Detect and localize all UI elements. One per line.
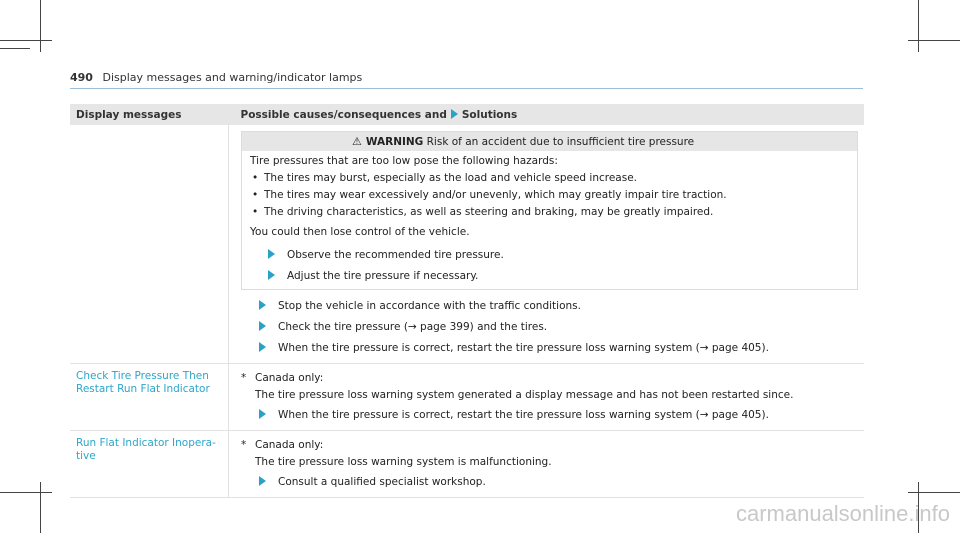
crop-mark: [40, 482, 41, 533]
page-title: Display messages and warning/indicator lamps: [102, 71, 363, 84]
page-number: 490: [70, 71, 93, 84]
arrow-right-icon: [451, 109, 458, 119]
region-note: Canada only:: [255, 439, 324, 451]
region-note: Canada only:: [255, 372, 324, 384]
arrow-right-icon: [259, 476, 266, 486]
list-item: • The tires may wear excessively and/or unevenly, which may greatly impair tire traction.: [264, 187, 849, 204]
crop-mark: [918, 0, 919, 52]
crop-mark: [908, 492, 960, 493]
table-row: [70, 431, 864, 498]
display-messages-table: [70, 104, 864, 498]
crop-mark: [0, 40, 52, 41]
display-message: Restart Run Flat Indicator: [76, 383, 210, 395]
arrow-right-icon: [259, 409, 266, 419]
table-header-row: [70, 104, 864, 125]
header-rule: [70, 88, 863, 89]
arrow-right-icon: [259, 342, 266, 352]
crop-mark: [40, 0, 41, 52]
solution-step: When the tire pressure is correct, restart the tire pressure loss warning system (→ page 405).: [259, 407, 858, 424]
message-cell: [70, 431, 229, 498]
solution-cell: [229, 364, 865, 431]
list-item: • The driving characteristics, as well as steering and braking, may be greatly impaired.: [264, 204, 849, 221]
warning-step: Observe the recommended tire pressure.: [268, 247, 849, 264]
warning-intro: Tire pressures that are too low pose the following hazards:: [250, 155, 558, 167]
warning-box: [241, 131, 858, 290]
warning-body: [242, 151, 857, 289]
table-row: [70, 125, 864, 364]
col-header-messages: Display messages: [70, 104, 229, 125]
crop-mark: [0, 48, 30, 49]
solution-step: Check the tire pressure (→ page 399) and the tires.: [259, 319, 858, 336]
message-cell: [70, 364, 229, 431]
list-item: • The tires may burst, especially as the load and vehicle speed increase.: [264, 170, 849, 187]
arrow-right-icon: [259, 300, 266, 310]
crop-mark: [0, 492, 52, 493]
solution-step: When the tire pressure is correct, restart the tire pressure loss warning system (→ page 405).: [259, 340, 858, 357]
arrow-right-icon: [259, 321, 266, 331]
solution-step: Consult a qualified specialist workshop.: [259, 474, 858, 491]
hazard-list: [250, 170, 849, 221]
display-message: tive: [76, 450, 96, 462]
cause-description: The tire pressure loss warning system is malfunctioning.: [255, 456, 552, 468]
warning-triangle-icon: ⚠: [352, 135, 362, 148]
warning-label: WARNING: [365, 136, 424, 148]
asterisk: *: [241, 372, 247, 384]
solution-cell: [229, 125, 865, 364]
solution-step: Stop the vehicle in accordance with the traffic conditions.: [259, 298, 858, 315]
display-message: Run Flat Indicator Inopera-: [76, 437, 216, 449]
col-header-solutions: Possible causes/consequences and Solutions: [229, 104, 865, 125]
page-header: [70, 71, 362, 84]
watermark: carmanualsonline.info: [735, 501, 950, 526]
message-cell-empty: [70, 125, 229, 364]
warning-header: [242, 132, 857, 151]
crop-mark: [908, 40, 960, 41]
warning-title: Risk of an accident due to insufficient tire pressure: [426, 136, 695, 148]
asterisk: *: [241, 439, 247, 451]
display-message: Check Tire Pressure Then: [76, 370, 209, 382]
solution-cell: [229, 431, 865, 498]
warning-step: Adjust the tire pressure if necessary.: [268, 268, 849, 285]
cause-description: The tire pressure loss warning system generated a display message and has not been restarted since.: [255, 389, 794, 401]
table-row: [70, 364, 864, 431]
arrow-right-icon: [268, 249, 275, 259]
arrow-right-icon: [268, 270, 275, 280]
warning-outro: You could then lose control of the vehicle.: [250, 226, 470, 238]
